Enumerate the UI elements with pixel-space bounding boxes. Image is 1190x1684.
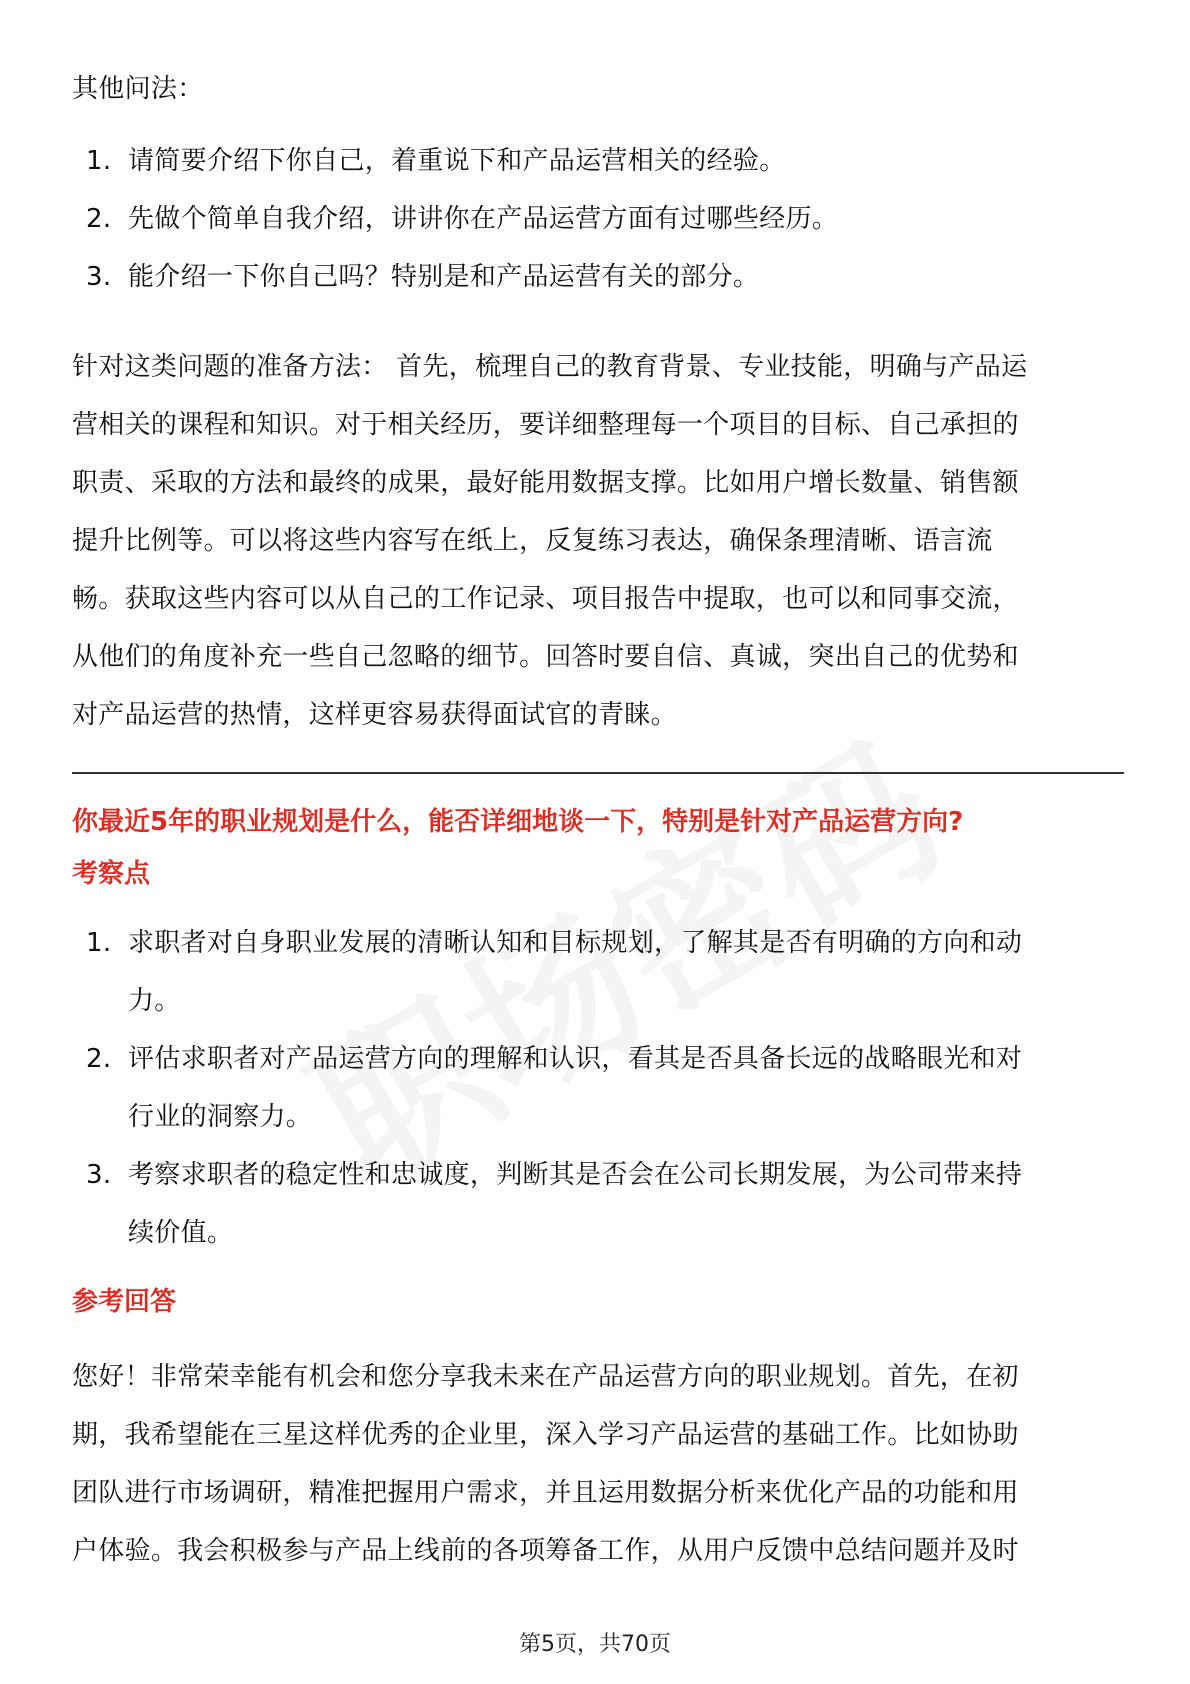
paragraph-line: 对产品运营的热情，这样更容易获得面试官的青睐。 bbox=[72, 700, 677, 730]
paragraph-line: 提升比例等。可以将这些内容写在纸上，反复练习表达，确保条理清晰、语言流 bbox=[72, 526, 993, 556]
page-content bbox=[72, 60, 1124, 1580]
paragraph-line: 营相关的课程和知识。对于相关经历，要详细整理每一个项目的目标、自己承担的 bbox=[72, 410, 1019, 440]
list-item: 2. 先做个简单自我介绍，讲讲你在产品运营方面有过哪些经历。 bbox=[86, 204, 839, 234]
list-item: 3. 能介绍一下你自己吗？特别是和产品运营有关的部分。 bbox=[86, 262, 760, 292]
paragraph-line: 户体验。我会积极参与产品上线前的各项筹备工作，从用户反馈中总结问题并及时 bbox=[72, 1536, 1019, 1566]
focus-heading: 考察点 bbox=[72, 859, 151, 889]
paragraph-line: 您好！非常荣幸能有机会和您分享我未来在产品运营方向的职业规划。首先，在初 bbox=[72, 1362, 1019, 1392]
answer-paragraph bbox=[72, 1348, 1124, 1580]
answer-heading: 参考回答 bbox=[72, 1287, 177, 1317]
other-asks-heading: 其他问法： bbox=[72, 74, 204, 104]
paragraph-line: 职责、采取的方法和最终的成果，最好能用数据支撑。比如用户增长数量、销售额 bbox=[72, 468, 1019, 498]
preparation-paragraph bbox=[72, 338, 1124, 744]
list-item: 3. 考察求职者的稳定性和忠诚度，判断其是否会在公司长期发展，为公司带来持 续价值。 bbox=[86, 1160, 1023, 1248]
list-item: 2. 评估求职者对产品运营方向的理解和认识，看其是否具备长远的战略眼光和对 行业的洞察力。 bbox=[86, 1044, 1023, 1132]
paragraph-line: 团队进行市场调研，精准把握用户需求，并且运用数据分析来优化产品的功能和用 bbox=[72, 1478, 1019, 1508]
section-divider bbox=[72, 772, 1124, 774]
question-title: 你最近5年的职业规划是什么，能否详细地谈一下，特别是针对产品运营方向? bbox=[72, 807, 964, 837]
other-asks-list bbox=[72, 132, 1124, 306]
paragraph-line: 从他们的角度补充一些自己忽略的细节。回答时要自信、真诚，突出自己的优势和 bbox=[72, 642, 1019, 672]
focus-list bbox=[72, 914, 1124, 1262]
paragraph-line: 针对这类问题的准备方法： 首先，梳理自己的教育背景、专业技能，明确与产品运 bbox=[72, 352, 1028, 382]
paragraph-line: 畅。获取这些内容可以从自己的工作记录、项目报告中提取，也可以和同事交流， bbox=[72, 584, 1019, 614]
paragraph-line: 期，我希望能在三星这样优秀的企业里，深入学习产品运营的基础工作。比如协助 bbox=[72, 1420, 1019, 1450]
list-item: 1. 请简要介绍下你自己，着重说下和产品运营相关的经验。 bbox=[86, 146, 786, 176]
page-number: 第5页，共70页 bbox=[519, 1632, 671, 1657]
list-item: 1. 求职者对自身职业发展的清晰认知和目标规划，了解其是否有明确的方向和动 力。 bbox=[86, 928, 1023, 1016]
